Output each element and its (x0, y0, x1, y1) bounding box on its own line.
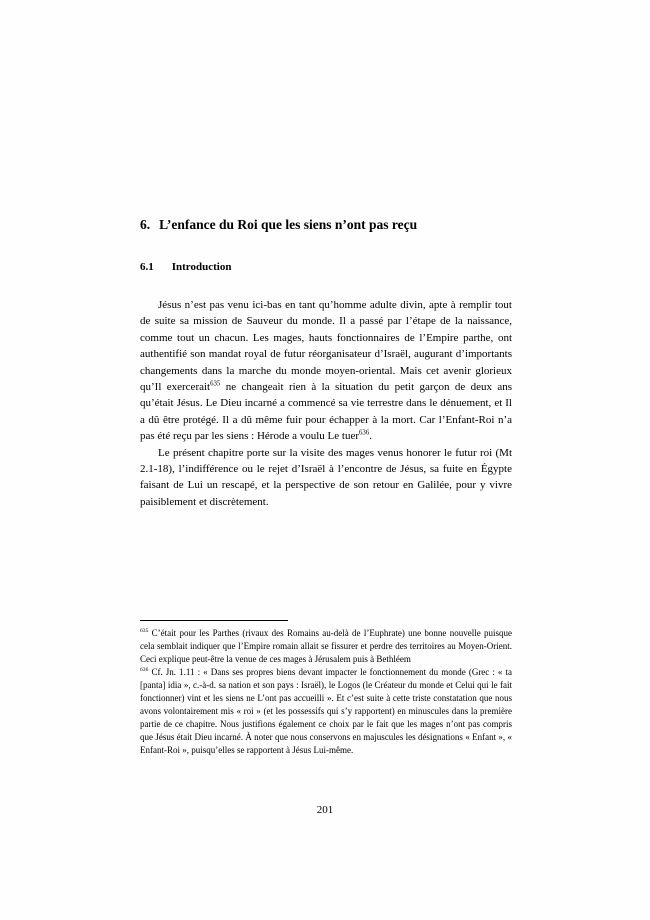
footnote-636-number: 636 (140, 667, 149, 673)
footnote-636-text: Cf. Jn. 1.11 : « Dans ses propres biens devant impacter le fonctionnement du monde (Grec : « ta [panta] idia », c.-à-d. sa nation et son pays : Israël), le Logos (le Créateur du monde et Celui qui le fait fonctionner) vint et les siens ne L’ont pas accueilli ». Et c’est suite à cette triste constatation que nous avons volontairement mis « roi » (et les possessifs qui s’y rapportent) en minuscules dans la première partie de ce chapitre. Nous justifions également ce choix par le fait que les mages n’ont pas compris que Jésus était Dieu incarné. À noter que nous conservons en majuscules les désignations « Enfant », « Enfant-Roi », puisqu’elles se rapportent à Jésus Lui-même. (140, 667, 512, 755)
page-number: 201 (316, 804, 334, 816)
paragraph-1-text-c: . (369, 430, 372, 443)
footnote-636 (140, 666, 512, 757)
footnotes-section (140, 620, 512, 757)
paragraph-1-text-b: ne changeait rien à la situation du petit garçon de deux ans qu’était Jésus. Le Dieu incarné a commencé sa vie terrestre dans le dénuement, et Il a dû être protégé. Il a dû même fuir pour échapper à la mort. Car l’Enfant-Roi n’a pas été reçu par les siens : Hérode a voulu Le tuer (140, 381, 512, 443)
footnote-ref-636: 636 (359, 429, 370, 437)
footnote-635-text: C’était pour les Parthes (rivaux des Romains au-delà de l’Euphrate) une bonne nouvelle puisque cela semblait indiquer que l’Empire romain allait se fissurer et perdre des territoires au Moyen-Orient. Ceci explique peut-être la venue de ces mages à Jérusalem puis à Bethléem (140, 628, 512, 664)
paragraph-1-text-a: Jésus n’est pas venu ici-bas en tant qu’homme adulte divin, apte à remplir tout de suite sa mission de Sauveur du monde. Il a passé par l’étape de la naissance, comme tout un chacun. Les mages, hauts fonctionnaires de l’Empire parthe, ont authentifié son mandat royal de futur réorganisateur d’Israël, augurant d’importants changements dans la marche du monde moyen-oriental. Mais cet avenir glorieux qu’Il exercerait (140, 299, 512, 394)
footnote-ref-635: 635 (210, 380, 221, 388)
body-text (140, 297, 512, 510)
chapter-number: 6. (140, 217, 151, 232)
page-content (140, 216, 512, 510)
chapter-heading (140, 216, 512, 233)
footnote-635 (140, 627, 512, 666)
paragraph-1 (140, 297, 512, 445)
section-heading (140, 260, 512, 274)
footnote-635-number: 635 (140, 628, 149, 634)
footnote-separator-rule (140, 620, 288, 621)
chapter-title-text: L’enfance du Roi que les siens n’ont pas reçu (159, 217, 418, 232)
section-title-text: Introduction (171, 261, 232, 273)
section-number: 6.1 (140, 261, 154, 273)
paragraph-2: Le présent chapitre porte sur la visite des mages venus honorer le futur roi (Mt 2.1-18), l’indifférence ou le rejet d’Israël à l’encontre de Jésus, sa fuite en Égypte faisant de Lui un rescapé, et la perspective de son retour en Galilée, pour y vivre paisiblement et discrètement. (140, 446, 512, 508)
